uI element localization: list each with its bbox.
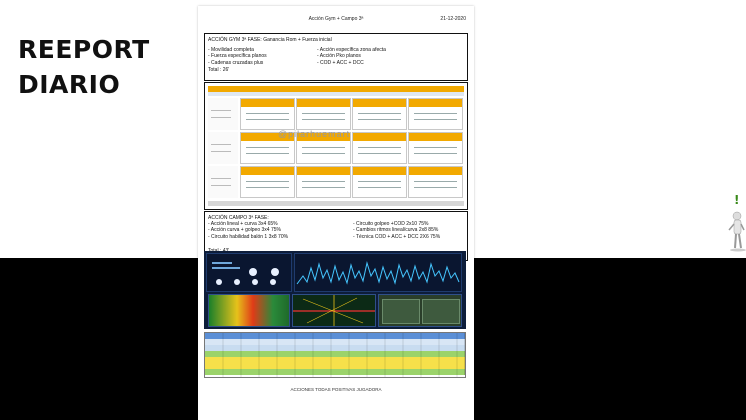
exercise-cell (408, 166, 463, 198)
campo-phase-title: ACCIÓN CAMPO 3ª FASE: (208, 215, 269, 221)
session-summary-graphic (207, 254, 291, 291)
campo-right-list (353, 221, 440, 240)
campo-item: - Acción lineal + curva 3x4 65% (208, 221, 278, 227)
grid-row-label (208, 166, 238, 198)
pitch-tiles-panel (378, 294, 462, 327)
grid-row-label (208, 132, 238, 164)
session-summary-panel (206, 253, 292, 292)
grid-footer-band (208, 201, 464, 206)
gym-left-list (208, 47, 267, 66)
campo-item: - Circuito golpeo +COD 2x10 75% (353, 221, 429, 227)
exercise-cell (240, 166, 295, 198)
gym-item: - Cadenas cruzadas plus (208, 59, 264, 66)
exercise-cell (296, 166, 351, 198)
grid-subheader-band (208, 92, 464, 96)
gym-item: - COD + ACC + DCC (317, 59, 364, 66)
slide-title (18, 32, 150, 102)
gym-item: - Movilidad completa (208, 47, 254, 53)
exercise-cell (352, 132, 407, 164)
heatmap-panel (208, 294, 290, 327)
gym-phase-title: ACCIÓN GYM 3ª FASE: Ganancia Rom + Fuerza inicial (208, 37, 332, 43)
gym-phase-box (204, 33, 468, 81)
grid-row-label (208, 98, 238, 130)
campo-item: - Acción curva + golpeo 3x4 75% (208, 227, 281, 234)
activity-chart-graphic (295, 254, 461, 291)
grid-row (208, 166, 464, 198)
gym-item: - Acción Pko planos (317, 53, 361, 60)
svg-text:!: ! (734, 193, 740, 207)
gym-total: Total : 26' (208, 67, 230, 73)
exercise-grid (204, 82, 468, 210)
exercise-cell (352, 98, 407, 130)
pitch-tile (422, 299, 460, 324)
exercise-cell (352, 166, 407, 198)
campo-left-list (208, 221, 288, 240)
document-footer: ACCIONES TODAS POSITIVAS JUGADORA (290, 387, 382, 392)
slide-title-line2: DIARIO (18, 70, 121, 99)
activity-chart-panel (294, 253, 462, 292)
trajectory-graphic (293, 295, 375, 326)
report-document (198, 6, 474, 420)
gym-item: - Fuerza específica planos (208, 53, 267, 60)
exercise-cell (296, 98, 351, 130)
grid-row (208, 98, 464, 130)
gym-item: - Acción específica zona afecta (317, 47, 386, 53)
document-date: 21-12-2020 (440, 16, 466, 22)
exercise-cell (408, 98, 463, 130)
thinking-figure-icon (724, 190, 746, 270)
document-title: Acción Gym + Campo 3ª (308, 16, 364, 22)
watermark: @pilarhuemart (337, 399, 415, 411)
blurred-watermark: @pilarhuemart (278, 129, 351, 139)
exercise-cell (240, 98, 295, 130)
table-grid-lines (205, 333, 465, 377)
trajectory-panel (292, 294, 376, 327)
campo-item: - Cambios ritmos lineal/curva 2x8 85% (353, 227, 439, 234)
pitch-tile (382, 299, 420, 324)
slide-title-line1: REEPORT (18, 35, 150, 64)
exercise-cell (408, 132, 463, 164)
document-header (204, 12, 468, 26)
gps-dashboard (204, 251, 466, 329)
campo-item: - Circuito habilidad balón 1 3x8 70% (208, 233, 289, 240)
gym-right-list (317, 47, 386, 66)
results-table (204, 332, 466, 378)
campo-item: - Técnica COD + ACC + DCC 2X6 75% (353, 233, 441, 240)
